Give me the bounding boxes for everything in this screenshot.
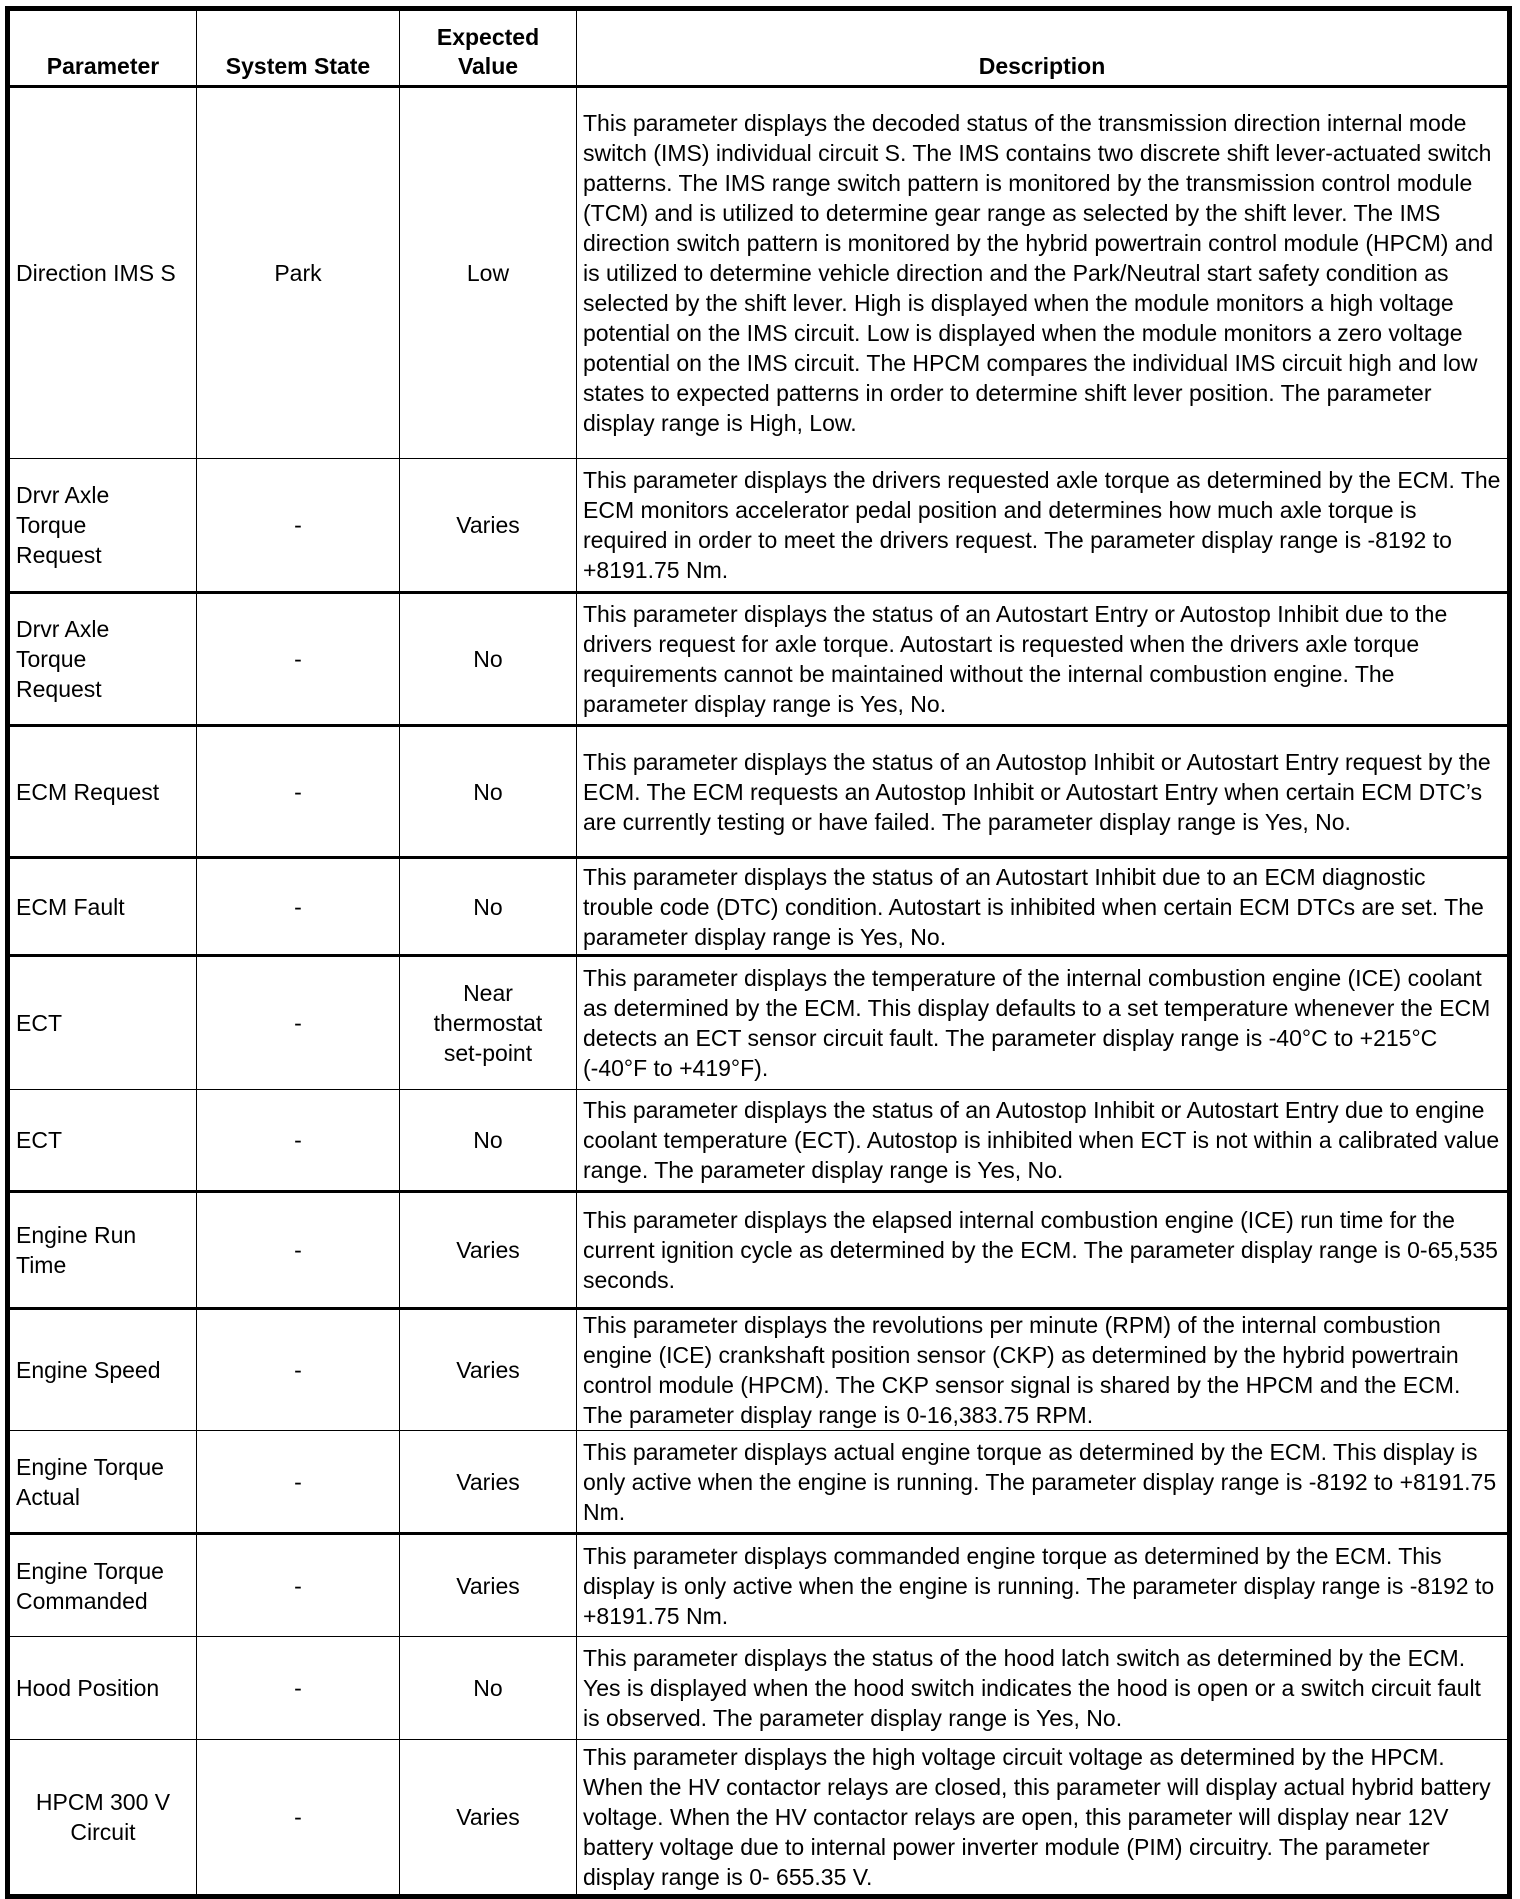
row-system-state: -: [197, 1309, 400, 1431]
row-parameter: Engine Speed: [8, 1309, 197, 1431]
row-system-state: -: [197, 1192, 400, 1309]
row-system-state: -: [197, 459, 400, 593]
row-expected-value: No: [400, 1090, 577, 1192]
header-system-state: System State: [197, 9, 400, 87]
table-row: [8, 1740, 1510, 1897]
table-row: [8, 87, 1510, 459]
row-expected-value: Varies: [400, 1431, 577, 1534]
row-system-state: Park: [197, 87, 400, 459]
row-description: This parameter displays the temperature of the internal combustion engine (ICE) coolant as determined by the ECM. This display defaults to a set temperature whenever the ECM detects an ECT sensor circuit fault. The parameter display range is -40°C to +215°C (-40°F to +419°F).: [577, 956, 1510, 1090]
row-system-state: -: [197, 1090, 400, 1192]
row-system-state: -: [197, 726, 400, 858]
row-parameter: Engine Run Time: [8, 1192, 197, 1309]
row-description: This parameter displays actual engine torque as determined by the ECM. This display is only active when the engine is running. The parameter display range is -8192 to +8191.75 Nm.: [577, 1431, 1510, 1534]
row-system-state: -: [197, 1431, 400, 1534]
row-parameter: Drvr Axle Torque Request: [8, 459, 197, 593]
row-expected-value: No: [400, 858, 577, 956]
row-expected-value: Varies: [400, 1534, 577, 1637]
row-system-state: -: [197, 956, 400, 1090]
row-expected-value: Near thermostat set-point: [400, 956, 577, 1090]
row-expected-value: Varies: [400, 1740, 577, 1897]
row-description: This parameter displays the elapsed internal combustion engine (ICE) run time for the current ignition cycle as determined by the ECM. The parameter display range is 0-65,535 seconds.: [577, 1192, 1510, 1309]
table-row: [8, 726, 1510, 858]
row-expected-value: No: [400, 593, 577, 726]
parameter-table: [5, 6, 1512, 1899]
header-row: [8, 9, 1510, 87]
row-description: This parameter displays the status of the hood latch switch as determined by the ECM. Yes is displayed when the hood switch indicates the hood is open or a switch circuit fault is observed. The parameter display range is Yes, No.: [577, 1637, 1510, 1740]
header-expected-value: Expected Value: [400, 9, 577, 87]
table-row: [8, 459, 1510, 593]
row-description: This parameter displays the decoded status of the transmission direction internal mode switch (IMS) individual circuit S. The IMS contains two discrete shift lever-actuated switch patterns. The IMS range switch pattern is monitored by the transmission control module (TCM) and is utilized to determine gear range as selected by the shift lever. The IMS direction switch pattern is monitored by the hybrid powertrain control module (HPCM) and is utilized to determine vehicle direction and the Park/Neutral start safety condition as selected by the shift lever. High is displayed when the module monitors a high voltage potential on the IMS circuit. Low is displayed when the module monitors a zero voltage potential on the IMS circuit. The HPCM compares the individual IMS circuit high and low states to expected patterns in order to determine shift lever position. The parameter display range is High, Low.: [577, 87, 1510, 459]
row-system-state: -: [197, 1637, 400, 1740]
table-row: [8, 1637, 1510, 1740]
row-description: This parameter displays the status of an Autostart Entry or Autostop Inhibit due to the drivers request for axle torque. Autostart is requested when the drivers axle torque requirements cannot be maintained without the internal combustion engine. The parameter display range is Yes, No.: [577, 593, 1510, 726]
table-row: [8, 1090, 1510, 1192]
table-row: [8, 1309, 1510, 1431]
row-expected-value: No: [400, 726, 577, 858]
row-parameter: ECT: [8, 956, 197, 1090]
table-row: [8, 1534, 1510, 1637]
row-expected-value: Varies: [400, 1309, 577, 1431]
row-expected-value: Low: [400, 87, 577, 459]
header-description: Description: [577, 9, 1510, 87]
table-row: [8, 956, 1510, 1090]
table-row: [8, 1192, 1510, 1309]
row-description: This parameter displays the high voltage circuit voltage as determined by the HPCM. When the HV contactor relays are closed, this parameter will display actual hybrid battery voltage. When the HV contactor relays are open, this parameter will display near 12V battery voltage due to internal power inverter module (PIM) circuitry. The parameter display range is 0- 655.35 V.: [577, 1740, 1510, 1897]
row-parameter: Engine Torque Commanded: [8, 1534, 197, 1637]
row-system-state: -: [197, 593, 400, 726]
row-parameter: Direction IMS S: [8, 87, 197, 459]
row-description: This parameter displays the status of an Autostop Inhibit or Autostart Entry due to engine coolant temperature (ECT). Autostop is inhibited when ECT is not within a calibrated value range. The parameter display range is Yes, No.: [577, 1090, 1510, 1192]
table-row: [8, 1431, 1510, 1534]
row-parameter: Hood Position: [8, 1637, 197, 1740]
row-description: This parameter displays the status of an Autostop Inhibit or Autostart Entry request by the ECM. The ECM requests an Autostop Inhibit or Autostart Entry when certain ECM DTC’s are currently testing or have failed. The parameter display range is Yes, No.: [577, 726, 1510, 858]
table-row: [8, 858, 1510, 956]
row-description: This parameter displays the status of an Autostart Inhibit due to an ECM diagnostic trouble code (DTC) condition. Autostart is inhibited when certain ECM DTCs are set. The parameter display range is Yes, No.: [577, 858, 1510, 956]
header-parameter: Parameter: [8, 9, 197, 87]
row-expected-value: No: [400, 1637, 577, 1740]
row-parameter: Engine Torque Actual: [8, 1431, 197, 1534]
row-parameter: ECT: [8, 1090, 197, 1192]
row-description: This parameter displays the drivers requested axle torque as determined by the ECM. The ECM monitors accelerator pedal position and determines how much axle torque is required in order to meet the drivers request. The parameter display range is -8192 to +8191.75 Nm.: [577, 459, 1510, 593]
row-description: This parameter displays the revolutions per minute (RPM) of the internal combustion engine (ICE) crankshaft position sensor (CKP) as determined by the hybrid powertrain control module (HPCM). The CKP sensor signal is shared by the HPCM and the ECM. The parameter display range is 0-16,383.75 RPM.: [577, 1309, 1510, 1431]
row-parameter: ECM Fault: [8, 858, 197, 956]
row-parameter: Drvr Axle Torque Request: [8, 593, 197, 726]
table-row: [8, 593, 1510, 726]
row-system-state: -: [197, 1740, 400, 1897]
row-expected-value: Varies: [400, 1192, 577, 1309]
row-system-state: -: [197, 858, 400, 956]
row-description: This parameter displays commanded engine torque as determined by the ECM. This display is only active when the engine is running. The parameter display range is -8192 to +8191.75 Nm.: [577, 1534, 1510, 1637]
row-expected-value: Varies: [400, 459, 577, 593]
row-parameter: ECM Request: [8, 726, 197, 858]
row-parameter: HPCM 300 V Circuit: [8, 1740, 197, 1897]
row-system-state: -: [197, 1534, 400, 1637]
